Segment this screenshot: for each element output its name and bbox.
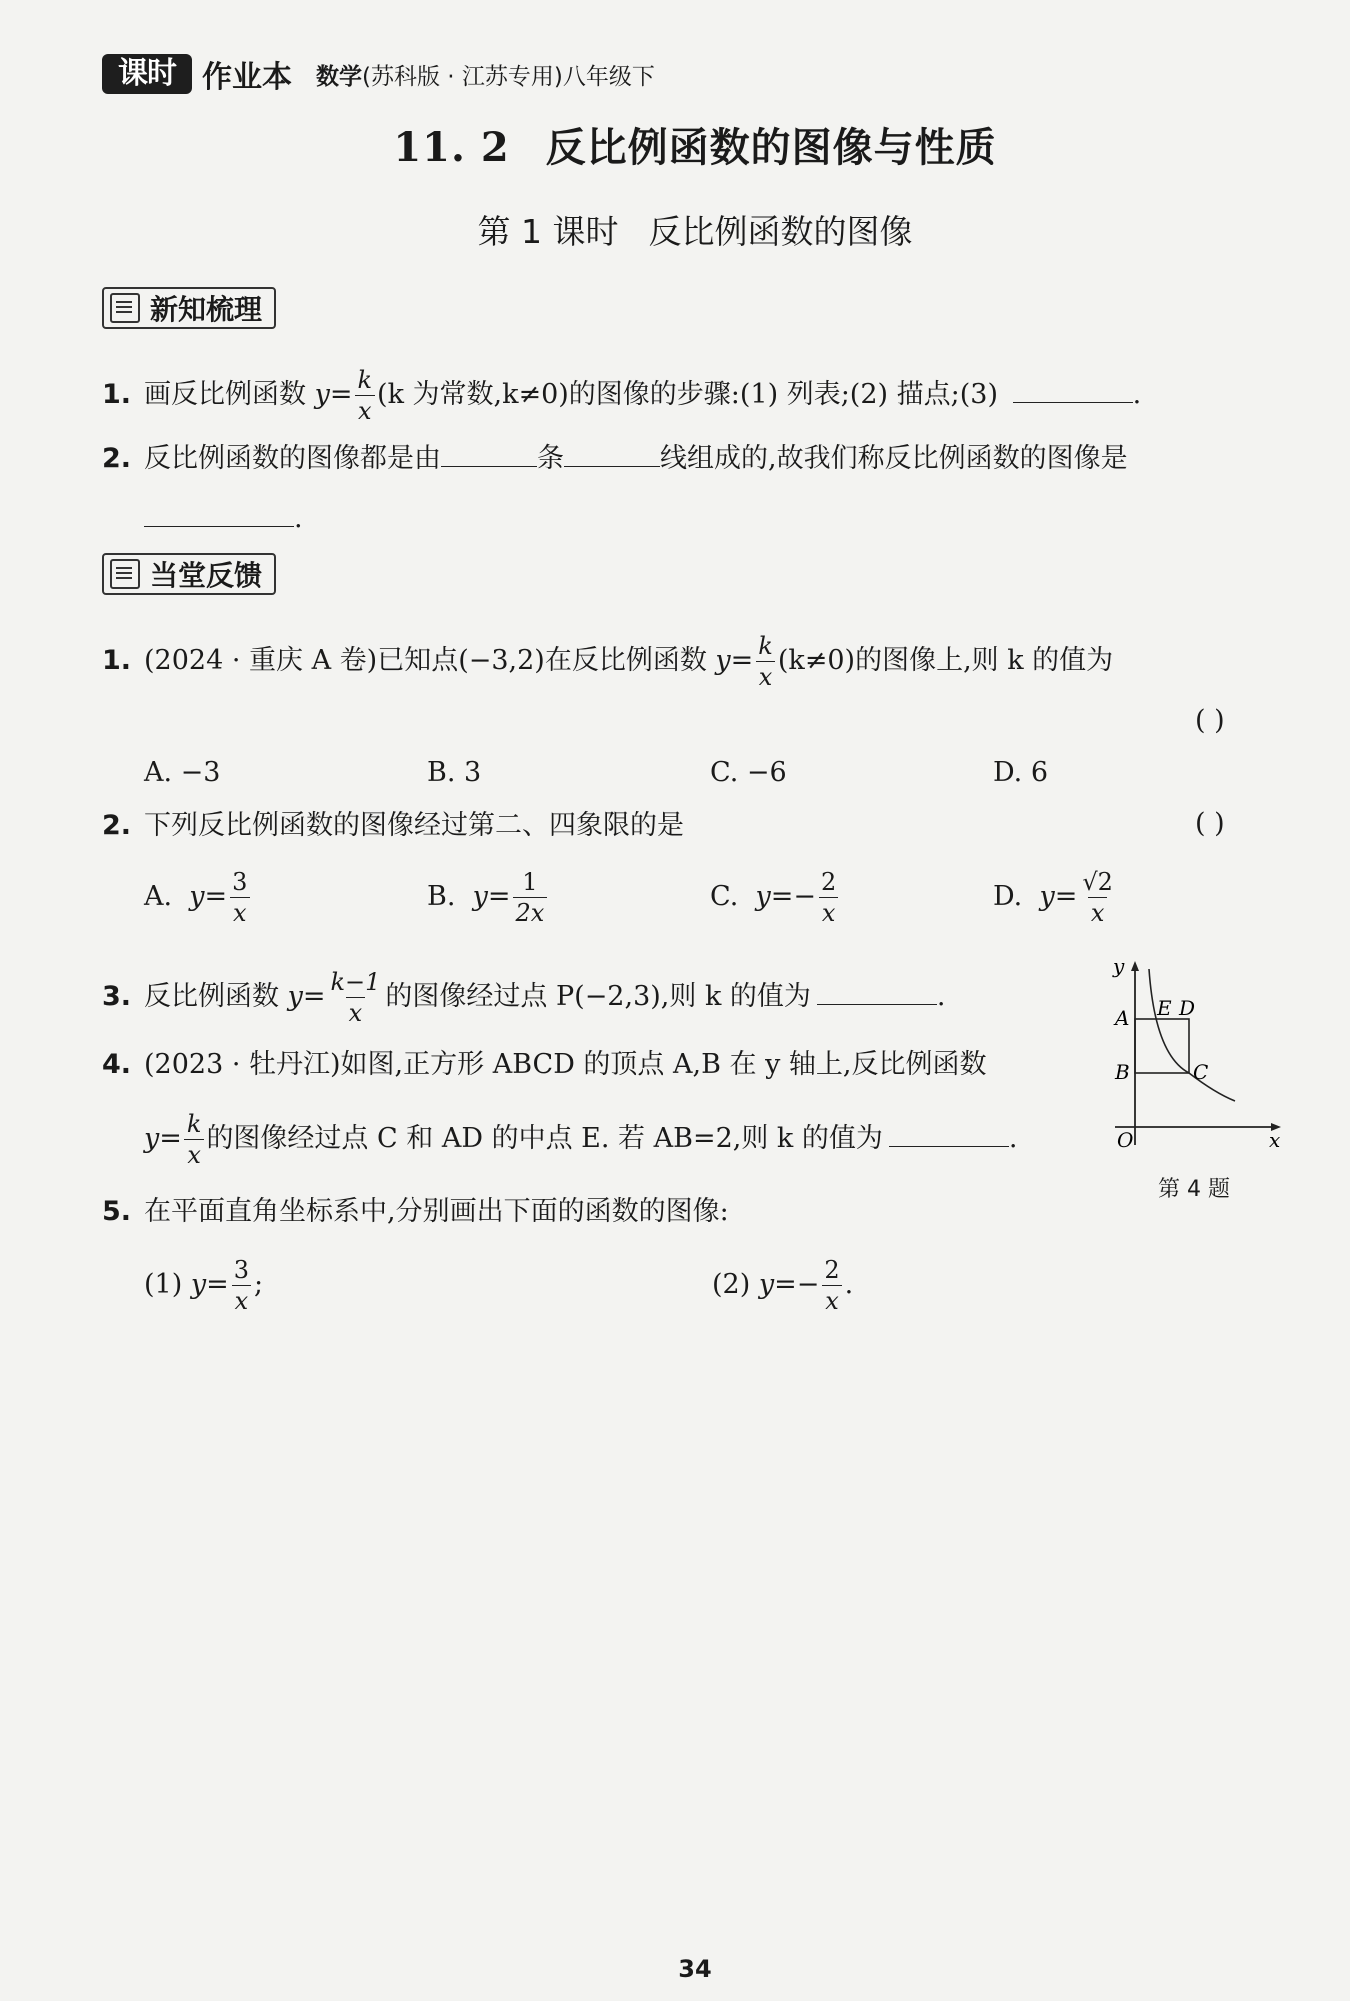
brand-text: 作业本: [202, 60, 292, 95]
y-axis-arrow: [1131, 961, 1139, 971]
label-e: E: [1157, 996, 1172, 1020]
figure-caption: 第 4 题: [1158, 1177, 1230, 1202]
lesson-title: [0, 206, 1350, 253]
label-y: y: [1113, 955, 1125, 978]
option-d[interactable]: D. y= $\frac{√2}{x}$: [993, 868, 1113, 927]
option-c[interactable]: C. y=− $\frac{2}{x}$: [710, 870, 841, 925]
brand-logo: 课时: [102, 54, 192, 94]
option-c[interactable]: C. −6: [710, 757, 787, 788]
fraction: $\frac{k}{x}$: [354, 368, 375, 423]
fraction: $\frac{k-1}{x}$: [330, 968, 381, 1027]
question-s2-1: 1. (2024 · 重庆 A 卷)已知点(−3,2)在反比例函数 y= $\frac{k}{x}$ (k≠0)的图像上,则 k 的值为: [102, 632, 1114, 691]
label-x: x: [1269, 1128, 1281, 1152]
section-label: 当堂反馈: [150, 559, 263, 592]
option-a[interactable]: A. y= $\frac{3}{x}$: [144, 870, 252, 925]
section-label: 新知梳理: [150, 293, 263, 326]
section-new-knowledge: [102, 287, 276, 329]
chapter-title-text: 反比例函数的图像与性质: [545, 125, 997, 171]
fraction: $\frac{k}{x}$: [755, 634, 776, 689]
question-s2-5-sub2: (2) y=− $\frac{2}{x}$ .: [712, 1256, 854, 1315]
lesson-number: 第 1 课时: [477, 212, 619, 251]
square-abcd: [1135, 1019, 1189, 1073]
option-b[interactable]: B. 3: [427, 757, 482, 788]
question-s2-4: 4. (2023 · 牡丹江)如图,正方形 ABCD 的顶点 A,B 在 y 轴上,反比例函数: [102, 1049, 987, 1080]
question-s2-2: 2. 下列反比例函数的图像经过第二、四象限的是: [102, 810, 684, 841]
lesson-title-text: 反比例函数的图像: [648, 212, 913, 251]
figure-q4: [1105, 955, 1290, 1155]
answer-blank[interactable]: [144, 498, 294, 527]
pencil-icon: [110, 559, 140, 589]
option-b[interactable]: B. y= $\frac{1}{2x}$: [427, 870, 549, 925]
question-s1-2-cont: .: [144, 498, 303, 539]
answer-paren[interactable]: ( ): [1195, 705, 1225, 736]
answer-blank[interactable]: [441, 438, 537, 467]
subject-main: 数学: [316, 63, 362, 90]
question-s1-1: 1. 画反比例函数 y= $\frac{k}{x}$ (k 为常数,k≠0)的图像的步骤:(1) 列表;(2) 描点;(3) .: [102, 366, 1142, 425]
answer-blank[interactable]: [564, 438, 660, 467]
answer-blank[interactable]: [817, 976, 937, 1005]
label-o: O: [1117, 1128, 1134, 1152]
answer-blank[interactable]: [889, 1118, 1009, 1147]
chapter-title: [0, 116, 1350, 173]
option-a[interactable]: A. −3: [144, 757, 221, 788]
hyperbola-curve: [1149, 969, 1235, 1101]
section-class-feedback: [102, 553, 276, 595]
page-number: 34: [678, 1955, 712, 1983]
label-d: D: [1179, 996, 1196, 1020]
chapter-number: 11. 2: [393, 124, 510, 171]
answer-blank[interactable]: [1013, 374, 1133, 403]
answer-paren[interactable]: ( ): [1195, 808, 1225, 839]
option-d[interactable]: D. 6: [993, 757, 1049, 788]
book-icon: [110, 293, 140, 323]
fraction: $\frac{k}{x}$: [184, 1112, 205, 1167]
question-s2-5: 5. 在平面直角坐标系中,分别画出下面的函数的图像:: [102, 1196, 729, 1227]
label-b: B: [1115, 1060, 1130, 1084]
label-a: A: [1115, 1006, 1130, 1030]
question-s2-5-sub1: (1) y= $\frac{3}{x}$ ;: [144, 1256, 264, 1315]
subject-detail: (苏科版 · 江苏专用)八年级下: [362, 63, 655, 90]
question-s1-2: 2. 反比例函数的图像都是由 条 线组成的,故我们称反比例函数的图像是: [102, 438, 1128, 479]
question-s2-3: 3. 反比例函数 y= $\frac{k-1}{x}$ 的图像经过点 P(−2,3),则 k 的值为 .: [102, 968, 946, 1027]
question-s2-4-cont: y= $\frac{k}{x}$ 的图像经过点 C 和 AD 的中点 E. 若 AB=2,则 k 的值为 .: [144, 1110, 1018, 1169]
label-c: C: [1193, 1060, 1209, 1084]
page-header: [102, 52, 655, 96]
subject-label: [316, 58, 655, 91]
